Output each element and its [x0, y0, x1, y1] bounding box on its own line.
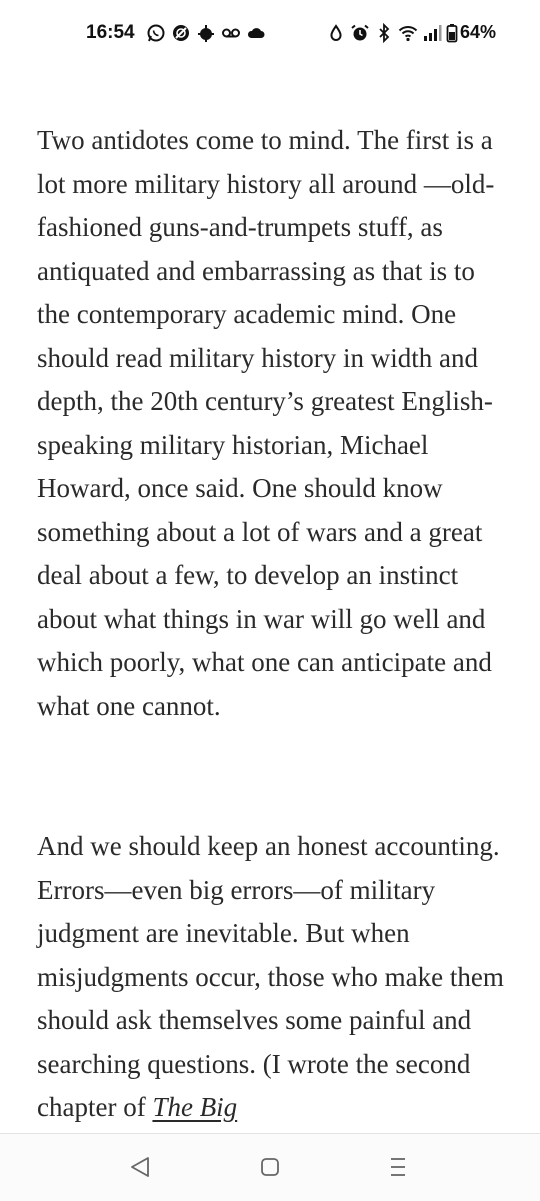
water-drop-icon: [326, 23, 346, 43]
gear-alert-icon: [196, 23, 216, 43]
article-paragraph: Two antidotes come to mind. The first is a lot more military history all around —old-fashioned guns-and-trumpets stuff, as antiquated and embarrassing as that is to the contemporary academic mind. One should read military history in width and depth, the 20th century’s greatest English-speaking military historian, Michael Howard, once said. One should know something about a lot of wars and a great deal about a few, to develop an instinct about what things in war will go well and which poorly, what one can anticipate and what one cannot.: [37, 125, 495, 721]
book-title-link[interactable]: The Big: [152, 1092, 238, 1122]
battery-icon: [446, 23, 458, 43]
battery-indicator: [446, 22, 496, 43]
back-icon: [122, 1151, 158, 1183]
voicemail-icon: [221, 23, 241, 43]
paragraph-text: And we should keep an honest accounting. Errors—even big errors—of military judgment are inevitable. But when misjudgments occur, those who make them should ask themselves some painful and searching questions. (I wrote the second chapter of: [37, 831, 504, 1122]
system-icons: [326, 22, 496, 43]
status-bar: [0, 0, 540, 70]
home-icon: [252, 1151, 288, 1183]
blocked-icon: [171, 23, 191, 43]
recents-icon: [380, 1151, 416, 1183]
signal-icon: [422, 23, 442, 43]
status-time: 16:54: [86, 22, 135, 43]
notification-icons: [146, 23, 266, 43]
recents-button[interactable]: [380, 1151, 416, 1183]
cloud-icon: [246, 23, 266, 43]
article-paragraph: [37, 825, 507, 1130]
bluetooth-icon: [374, 23, 394, 43]
wifi-icon: [398, 23, 418, 43]
battery-percent: 64%: [459, 22, 496, 42]
navigation-bar: [0, 1133, 540, 1201]
home-button[interactable]: [252, 1151, 288, 1183]
alarm-icon: [350, 23, 370, 43]
whatsapp-icon: [146, 23, 166, 43]
back-button[interactable]: [122, 1151, 158, 1183]
